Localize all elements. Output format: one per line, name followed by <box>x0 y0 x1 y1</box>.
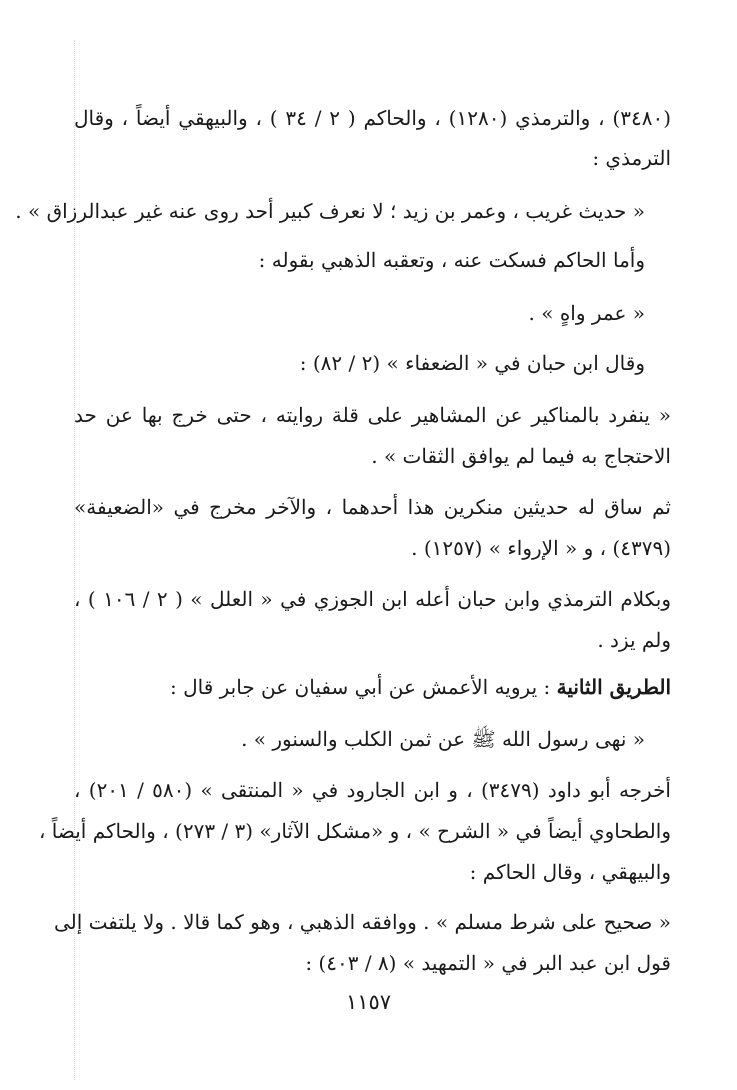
text-line: قول ابن عبد البر في « التمهيد » (٨ / ٤٠٣) : <box>305 951 671 975</box>
text-line: أخرجه أبو داود (٣٤٧٩) ، و ابن الجارود في « المنتقى » (٥٨٠ / ٢٠١) ، <box>74 778 671 802</box>
page-number: ١١٥٧ <box>345 990 392 1014</box>
text-line: والبيهقي ، وقال الحاكم : <box>469 860 671 884</box>
text-line: ولم يزد . <box>597 628 671 652</box>
text-line: الترمذي : <box>592 146 671 170</box>
quote-line: « صحيح على شرط مسلم » . ووافقه الذهبي ، وهو كما قالا . ولا يلتفت إلى <box>53 910 671 934</box>
text-line: ثم ساق له حديثين منكرين هذا أحدهما ، والآخر مخرج في «الضعيفة» <box>74 495 671 519</box>
quote-line: « حديث غريب ، وعمر بن زيد ؛ لا نعرف كبير أحد روى عنه غير عبدالرزاق » . <box>15 199 645 223</box>
section-heading: الطريق الثانية <box>556 675 671 699</box>
text-line: وبكلام الترمذي وابن حبان أعله ابن الجوزي في « العلل » ( ٢ / ١٠٦ ) ، <box>74 587 671 611</box>
quote-line: الاحتجاج به فيما لم يوافق الثقات » . <box>371 444 671 468</box>
quote-line: « ينفرد بالمناكير عن المشاهير على قلة روايته ، حتى خرج بها عن حد <box>74 403 671 427</box>
text-line: وقال ابن حبان في « الضعفاء » (٢ / ٨٢) : <box>299 351 645 375</box>
section-heading-line <box>170 672 671 702</box>
text-line: (٤٣٧٩) ، و « الإرواء » (١٢٥٧) . <box>411 536 671 560</box>
text-line: وأما الحاكم فسكت عنه ، وتعقبه الذهبي بقوله : <box>258 248 645 272</box>
quote-line: « نهى رسول الله ﷺ عن ثمن الكلب والسنور » . <box>241 727 645 751</box>
quote-line: « عمر واهٍ » . <box>528 301 645 325</box>
text-line: والطحاوي أيضاً في « الشرح » ، و «مشكل الآثار» (٣ / ٢٧٣) ، والحاكم أيضاً ، <box>38 819 671 843</box>
text-line: (٣٤٨٠) ، والترمذي (١٢٨٠) ، والحاكم ( ٢ / ٣٤ ) ، والبيهقي أيضاً ، وقال <box>74 106 671 130</box>
section-heading-text: : يرويه الأعمش عن أبي سفيان عن جابر قال : <box>169 675 551 699</box>
